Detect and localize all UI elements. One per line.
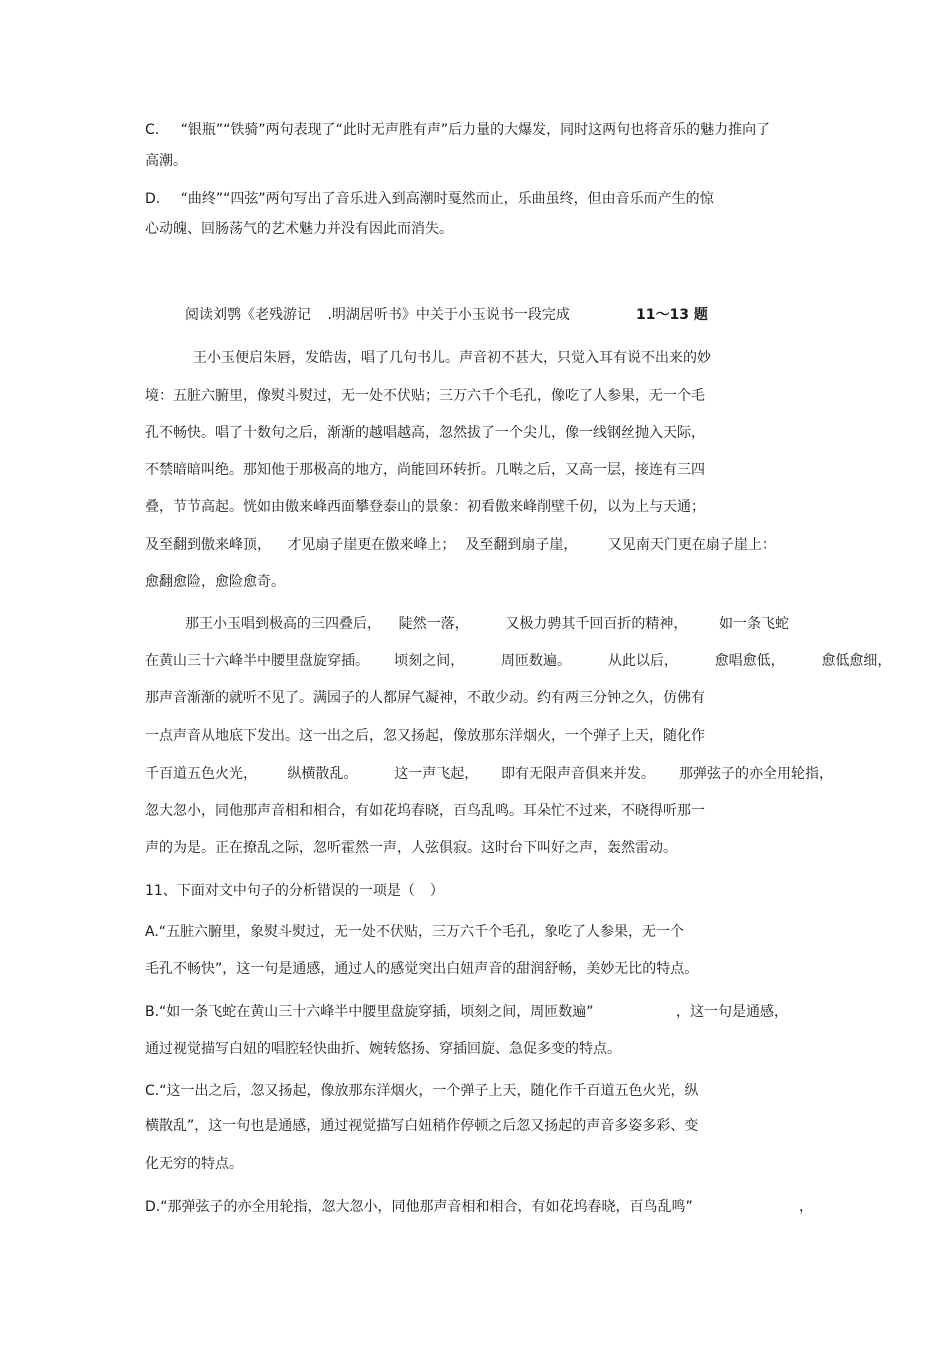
option-c-line-2: 高潮。 (145, 153, 187, 169)
q11-option-c-line-2: 横散乱”，这一句也是通感，通过视觉描写白妞稍作停顿之后忽又扬起的声音多姿多彩、变 (145, 1118, 699, 1134)
q11-option-d-line-1-end: ， (799, 1199, 813, 1215)
passage-p1-line-4: 不禁暗暗叫绝。那知他于那极高的地方，尚能回环转折。几啭之后，又高一层，接连有三四 (145, 462, 705, 478)
option-d-line-1: D. “曲终”“四弦”两句写出了音乐进入到高潮时戛然而止，乐曲虽终，但由音乐而产生的惊 (145, 191, 714, 207)
reading-instruction-range: 11～13 题 (636, 307, 708, 323)
passage-p1-line-2: 境：五脏六腑里，像熨斗熨过，无一处不伏贴；三万六千个毛孔，像吃了人参果，无一个毛 (145, 388, 705, 404)
passage-p2-line-2: 在黄山三十六峰半中腰里盘旋穿插。 顷刻之间， 周匝数遍。 从此以后， 愈唱愈低， 愈低愈细， (145, 653, 892, 669)
passage-p1-line-1: 王小玉便启朱唇，发皓齿，唱了几句书儿。声音初不甚大，只觉入耳有说不出来的妙 (193, 350, 711, 366)
option-d-line-2: 心动魄、回肠荡气的艺术魅力并没有因此而消失。 (145, 221, 453, 237)
q11-option-b-line-1: B.“如一条飞蛇在黄山三十六峰半中腰里盘旋穿插，顷刻之间，周匝数遍” (145, 1004, 594, 1020)
q11-option-a-line-1: A.“五脏六腑里，象熨斗熨过，无一处不伏贴，三万六千个毛孔，象吃了人参果，无一个 (145, 924, 685, 940)
q11-option-b-line-2: 通过视觉描写白妞的唱腔轻快曲折、婉转悠扬、穿插回旋、急促多变的特点。 (145, 1041, 621, 1057)
passage-p2-line-3: 那声音渐渐的就听不见了。满园子的人都屏气凝神，不敢少动。约有两三分钟之久，仿佛有 (145, 690, 705, 706)
passage-p2-line-1: 那王小玉唱到极高的三四叠后， 陡然一落， 又极力骋其千回百折的精神， 如一条飞蛇 (185, 616, 790, 632)
passage-p2-line-5: 千百道五色火光， 纵横散乱。 这一声飞起， 即有无限声音俱来并发。 那弹弦子的亦全用轮指， (145, 766, 834, 782)
q11-option-c-line-1: C.“这一出之后，忽又扬起，像放那东洋烟火，一个弹子上天，随化作千百道五色火光，纵 (145, 1083, 699, 1099)
passage-p2-line-4: 一点声音从地底下发出。这一出之后，忽又扬起，像放那东洋烟火，一个弹子上天，随化作 (145, 728, 705, 744)
passage-p1-line-7: 愈翻愈险，愈险愈奇。 (145, 574, 285, 590)
question-11-stem: 11、下面对文中句子的分析错误的一项是（ ） (145, 883, 444, 899)
passage-p2-line-6: 忽大忽小，同他那声音相和相合，有如花坞春晓，百鸟乱鸣。耳朵忙不过来，不晓得听那一 (145, 803, 705, 819)
q11-option-c-line-3: 化无穷的特点。 (145, 1156, 243, 1172)
option-c-line-1: C. “银瓶”“铁骑”两句表现了“此时无声胜有声”后力量的大爆发，同时这两句也将音乐的魅力推向了 (145, 122, 771, 138)
reading-instruction: 阅读刘鹗《老残游记 .明湖居听书》中关于小玉说书一段完成 (185, 307, 570, 323)
passage-p1-line-6: 及至翻到傲来峰顶， 才见扇子崖更在傲来峰上； 及至翻到扇子崖， 又见南天门更在扇子崖上： (145, 537, 776, 553)
passage-p1-line-5: 叠，节节高起。恍如由傲来峰西面攀登泰山的景象：初看傲来峰削壁千仞，以为上与天通； (145, 499, 705, 515)
passage-p1-line-3: 孔不畅快。唱了十数句之后，渐渐的越唱越高，忽然拔了一个尖儿，像一线钢丝抛入天际， (145, 425, 705, 441)
q11-option-b-line-1-end: ，这一句是通感， (676, 1004, 788, 1020)
passage-p2-line-7: 声的为是。正在撩乱之际，忽听霍然一声，人弦俱寂。这时台下叫好之声，轰然雷动。 (145, 840, 677, 856)
q11-option-a-line-2: 毛孔不畅快”，这一句是通感，通过人的感觉突出白妞声音的甜润舒畅，美妙无比的特点。 (145, 961, 699, 977)
q11-option-d-line-1: D.“那弹弦子的亦全用轮指，忽大忽小，同他那声音相和相合，有如花坞春晓，百鸟乱鸣” (145, 1199, 693, 1215)
